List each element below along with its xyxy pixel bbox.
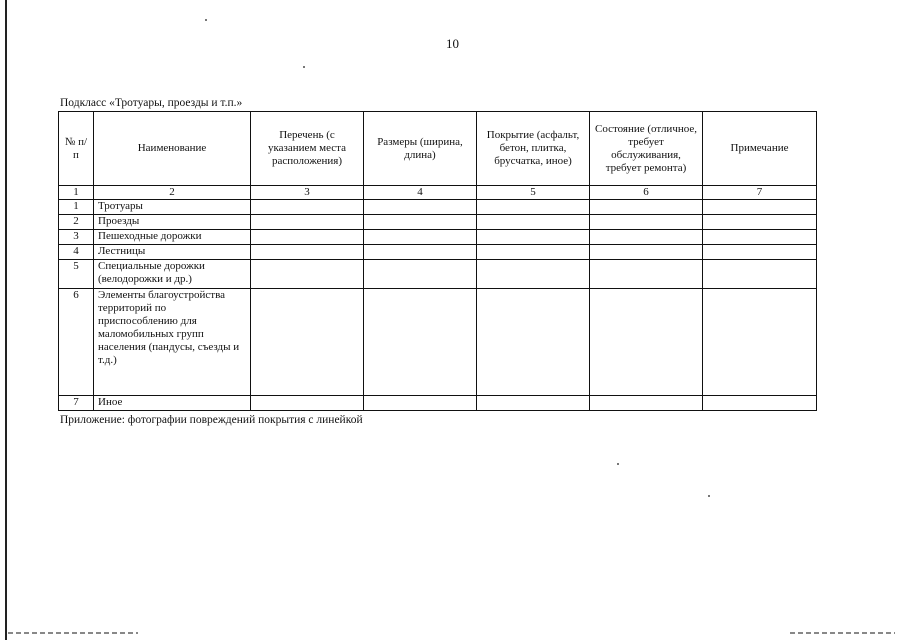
empty-cell bbox=[364, 200, 477, 215]
empty-cell bbox=[590, 396, 703, 411]
row-number: 6 bbox=[59, 289, 94, 396]
header-surface: Покрытие (асфальт, бетон, плитка, брусчатка, иное) bbox=[477, 112, 590, 186]
table-row bbox=[59, 245, 817, 260]
empty-cell bbox=[477, 260, 590, 289]
row-number: 1 bbox=[59, 200, 94, 215]
empty-cell bbox=[364, 260, 477, 289]
empty-cell bbox=[251, 260, 364, 289]
page-number: 10 bbox=[446, 36, 459, 51]
empty-cell bbox=[364, 245, 477, 260]
column-number: 4 bbox=[364, 186, 477, 200]
empty-cell bbox=[477, 245, 590, 260]
empty-cell bbox=[251, 245, 364, 260]
row-name: Лестницы bbox=[94, 245, 251, 260]
column-number: 7 bbox=[703, 186, 817, 200]
empty-cell bbox=[703, 245, 817, 260]
table-row bbox=[59, 200, 817, 215]
row-name: Элементы благоустройства территорий по приспособлению для маломобильных групп населения (пандусы, съезды и т.д.) bbox=[94, 289, 251, 396]
column-number: 2 bbox=[94, 186, 251, 200]
empty-cell bbox=[703, 396, 817, 411]
empty-cell bbox=[477, 230, 590, 245]
header-condition: Состояние (отличное, требует обслуживания, требует ремонта) bbox=[590, 112, 703, 186]
empty-cell bbox=[477, 200, 590, 215]
empty-cell bbox=[364, 215, 477, 230]
row-name: Пешеходные дорожки bbox=[94, 230, 251, 245]
page-edge-line bbox=[5, 0, 7, 640]
column-number: 5 bbox=[477, 186, 590, 200]
scan-edge-mark bbox=[790, 632, 895, 634]
column-number-row bbox=[59, 186, 817, 200]
row-name: Иное bbox=[94, 396, 251, 411]
column-number: 3 bbox=[251, 186, 364, 200]
row-number: 2 bbox=[59, 215, 94, 230]
header-notes: Примечание bbox=[703, 112, 817, 186]
scan-speck bbox=[708, 495, 710, 497]
scan-speck bbox=[617, 463, 619, 465]
header-list: Перечень (с указанием места расположения) bbox=[251, 112, 364, 186]
empty-cell bbox=[703, 289, 817, 396]
table-row bbox=[59, 396, 817, 411]
empty-cell bbox=[364, 230, 477, 245]
row-name: Проезды bbox=[94, 215, 251, 230]
row-number: 3 bbox=[59, 230, 94, 245]
empty-cell bbox=[477, 396, 590, 411]
empty-cell bbox=[703, 230, 817, 245]
empty-cell bbox=[703, 215, 817, 230]
table-row bbox=[59, 289, 817, 396]
empty-cell bbox=[477, 215, 590, 230]
scan-speck bbox=[205, 19, 207, 21]
empty-cell bbox=[703, 200, 817, 215]
table-row bbox=[59, 260, 817, 289]
inventory-table bbox=[58, 111, 817, 411]
table-row bbox=[59, 215, 817, 230]
empty-cell bbox=[590, 260, 703, 289]
empty-cell bbox=[364, 396, 477, 411]
empty-cell bbox=[703, 260, 817, 289]
table-row bbox=[59, 230, 817, 245]
empty-cell bbox=[251, 200, 364, 215]
header-dimensions: Размеры (ширина, длина) bbox=[364, 112, 477, 186]
header-number: № п/п bbox=[59, 112, 94, 186]
attachment-note: Приложение: фотографии повреждений покрытия с линейкой bbox=[60, 414, 363, 426]
row-name: Специальные дорожки (велодорожки и др.) bbox=[94, 260, 251, 289]
scan-edge-mark bbox=[8, 632, 138, 634]
empty-cell bbox=[590, 215, 703, 230]
empty-cell bbox=[590, 200, 703, 215]
empty-cell bbox=[251, 289, 364, 396]
column-number: 6 bbox=[590, 186, 703, 200]
column-number: 1 bbox=[59, 186, 94, 200]
empty-cell bbox=[251, 396, 364, 411]
empty-cell bbox=[251, 215, 364, 230]
header-name: Наименование bbox=[94, 112, 251, 186]
empty-cell bbox=[251, 230, 364, 245]
empty-cell bbox=[590, 230, 703, 245]
empty-cell bbox=[590, 245, 703, 260]
row-number: 7 bbox=[59, 396, 94, 411]
empty-cell bbox=[477, 289, 590, 396]
row-number: 4 bbox=[59, 245, 94, 260]
row-number: 5 bbox=[59, 260, 94, 289]
table-caption: Подкласс «Тротуары, проезды и т.п.» bbox=[60, 97, 243, 109]
row-name: Тротуары bbox=[94, 200, 251, 215]
empty-cell bbox=[364, 289, 477, 396]
scan-speck bbox=[303, 66, 305, 68]
empty-cell bbox=[590, 289, 703, 396]
table-header-row bbox=[59, 112, 817, 186]
